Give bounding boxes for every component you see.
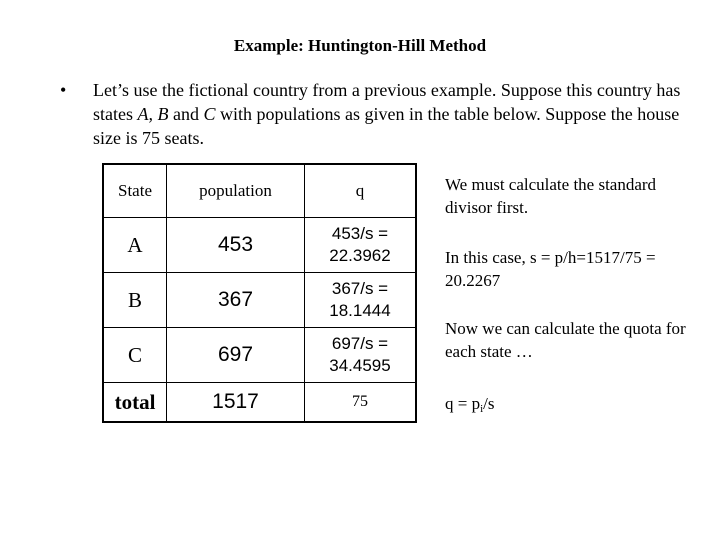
header-state: State <box>103 164 167 218</box>
q-formula: 367/s = <box>331 279 389 298</box>
total-q: 75 <box>305 383 417 423</box>
bullet-state-c: C <box>203 104 216 124</box>
q-value: 34.4595 <box>329 356 391 375</box>
population-cell: 453 <box>167 218 305 273</box>
q-formula: 697/s = <box>331 334 389 353</box>
slide-title: Example: Huntington-Hill Method <box>233 36 487 55</box>
formula-subscript: i <box>480 403 484 415</box>
population-cell: 697 <box>167 328 305 383</box>
total-population: 1517 <box>167 383 305 423</box>
note-quota-formula <box>445 392 695 421</box>
bullet-text-part1: Let’s use the fictional country from a previous example. Suppose this country has states <box>93 80 681 124</box>
note-divisor-value: In this case, s = p/h=1517/75 = 20.2267 <box>445 248 656 290</box>
q-cell <box>305 218 417 273</box>
note-quota: Now we can calculate the quota for each state … <box>445 319 686 361</box>
state-cell: B <box>103 273 167 328</box>
header-q: q <box>305 164 417 218</box>
q-value: 22.3962 <box>329 246 391 265</box>
state-cell: A <box>103 218 167 273</box>
table-header-row <box>103 164 416 218</box>
q-cell <box>305 273 417 328</box>
population-table <box>102 163 417 423</box>
q-value: 18.1444 <box>329 301 391 320</box>
bullet-states-ab: A, B <box>137 104 169 124</box>
q-formula: 453/s = <box>331 224 389 243</box>
bullet-icon: • <box>60 80 67 100</box>
table-row <box>103 273 416 328</box>
note-standard-divisor: We must calculate the standard divisor first. <box>445 175 657 217</box>
header-population: population <box>167 164 305 218</box>
bullet-text <box>93 78 683 150</box>
population-cell: 367 <box>167 273 305 328</box>
bullet-text-part2: and <box>168 104 204 124</box>
total-label: total <box>103 383 167 423</box>
table-row <box>103 328 416 383</box>
state-cell: C <box>103 328 167 383</box>
table-total-row <box>103 383 416 423</box>
q-cell <box>305 328 417 383</box>
table-row <box>103 218 416 273</box>
formula-prefix: q = p <box>445 394 481 413</box>
formula-suffix: /s <box>483 394 495 413</box>
bullet-text-part3: with populations as given in the table below. Suppose the house size is 75 seats. <box>93 104 680 148</box>
